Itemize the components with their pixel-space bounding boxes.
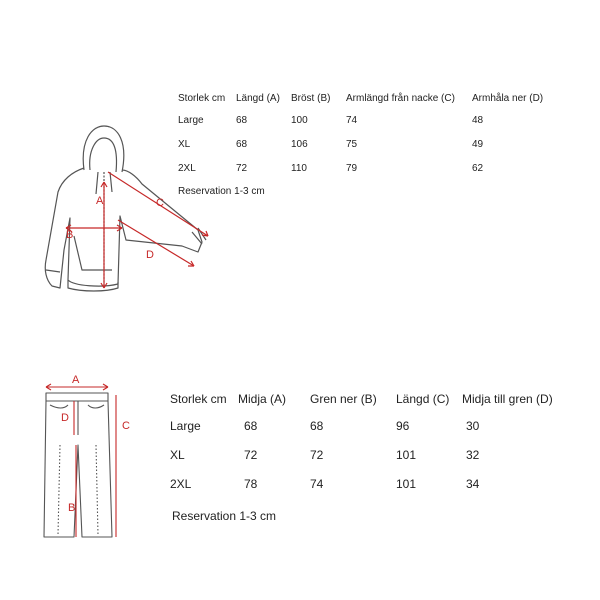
cell-length: 68 (236, 138, 248, 150)
column-header-size: Storlek cm (170, 392, 227, 406)
cell-chest: 106 (291, 138, 308, 150)
cell-length: 101 (396, 476, 417, 491)
cell-inseam: 74 (310, 476, 324, 491)
cell-size: XL (178, 138, 191, 150)
table-row (178, 108, 562, 132)
cell-size: 2XL (170, 476, 192, 491)
pants-label-d: D (61, 412, 69, 424)
cell-armpit: 48 (472, 114, 484, 126)
cell-length: 68 (236, 114, 248, 126)
cell-size: 2XL (178, 162, 196, 174)
cell-sleeve: 79 (346, 162, 358, 174)
table-row (170, 411, 576, 440)
column-header-waist: Midja (A) (238, 392, 287, 406)
pants-label-a: A (72, 374, 80, 386)
column-header-length: Längd (C) (396, 392, 450, 406)
pants-size-table (170, 387, 576, 498)
cell-sleeve: 74 (346, 114, 358, 126)
pants-diagram (30, 365, 140, 545)
hoodie-label-a: A (96, 195, 104, 207)
cell-chest: 100 (291, 114, 308, 126)
column-header-chest: Bröst (B) (291, 92, 331, 104)
table-header-row (178, 88, 562, 108)
hoodie-label-d: D (146, 249, 154, 261)
table-header-row (170, 387, 576, 411)
pants-label-c: C (122, 420, 130, 432)
cell-size: XL (170, 447, 185, 462)
cell-sleeve: 75 (346, 138, 358, 150)
column-header-size: Storlek cm (178, 92, 226, 104)
table-row (178, 132, 562, 156)
cell-size: Large (178, 114, 204, 126)
pants-outline (44, 393, 112, 537)
cell-length: 96 (396, 418, 410, 433)
cell-length: 101 (396, 447, 417, 462)
hoodie-label-c: C (156, 197, 164, 209)
column-header-inseam: Gren ner (B) (310, 392, 377, 406)
hoodie-label-b: B (66, 229, 74, 241)
cell-inseam: 72 (310, 447, 324, 462)
pants-size-section (0, 360, 600, 560)
cell-rise: 34 (466, 476, 480, 491)
column-header-sleeve: Armlängd från nacke (C) (346, 92, 455, 104)
cell-chest: 110 (291, 162, 307, 174)
hoodie-size-table (178, 88, 562, 180)
column-header-length: Längd (A) (236, 92, 280, 104)
column-header-armpit: Armhåla ner (D) (472, 92, 544, 104)
cell-length: 72 (236, 162, 248, 174)
cell-armpit: 49 (472, 138, 484, 150)
cell-waist: 78 (244, 476, 258, 491)
table-row (178, 156, 562, 180)
table-row (170, 469, 576, 498)
pants-label-b: B (68, 502, 76, 514)
table-row (170, 440, 576, 469)
measure-line-d (118, 220, 194, 266)
column-header-rise: Midja till gren (D) (462, 392, 553, 406)
cell-rise: 32 (466, 447, 480, 462)
cell-size: Large (170, 418, 201, 433)
cell-inseam: 68 (310, 418, 324, 433)
cell-waist: 68 (244, 418, 258, 433)
hoodie-reservation-note: Reservation 1-3 cm (178, 186, 265, 197)
pants-reservation-note: Reservation 1-3 cm (172, 509, 277, 523)
cell-waist: 72 (244, 447, 258, 462)
cell-rise: 30 (466, 418, 480, 433)
cell-armpit: 62 (472, 162, 484, 174)
